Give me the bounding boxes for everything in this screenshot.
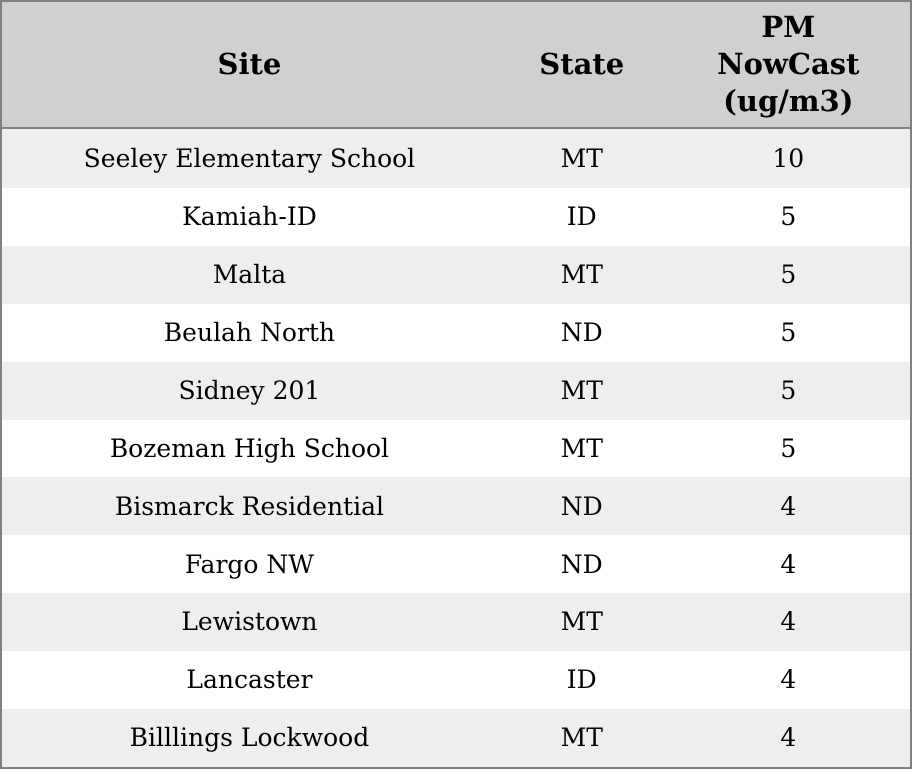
column-header-site-label: Site — [217, 46, 282, 81]
pm-nowcast-cell: 4 — [780, 549, 797, 579]
pm-nowcast-cell: 4 — [780, 665, 797, 695]
pm-nowcast-cell: 5 — [780, 317, 797, 347]
pm-nowcast-cell: 5 — [780, 202, 797, 232]
column-header-state-label: State — [539, 46, 625, 81]
pm-nowcast-table — [2, 2, 910, 767]
state-cell: ND — [560, 317, 603, 347]
site-cell: Sidney 201 — [178, 375, 321, 405]
site-cell: Seeley Elementary School — [83, 143, 416, 173]
table-row — [2, 420, 910, 478]
state-cell: MT — [560, 375, 603, 405]
pm-nowcast-cell: 5 — [780, 433, 797, 463]
table-header — [2, 2, 910, 128]
state-cell: MT — [560, 723, 603, 753]
table-row — [2, 651, 910, 709]
state-cell: ID — [566, 665, 597, 695]
state-cell: MT — [560, 143, 603, 173]
state-cell: MT — [560, 433, 603, 463]
table-row — [2, 128, 910, 188]
table-row — [2, 188, 910, 246]
column-header-pm-nowcast — [667, 2, 910, 128]
pm-nowcast-cell: 5 — [780, 375, 797, 405]
column-header-site — [2, 2, 497, 128]
site-cell: Kamiah-ID — [182, 202, 317, 232]
table-row — [2, 304, 910, 362]
state-cell: ID — [566, 202, 597, 232]
pm-nowcast-cell: 5 — [780, 260, 797, 290]
state-cell: MT — [560, 260, 603, 290]
table-row — [2, 477, 910, 535]
state-cell: ND — [560, 491, 603, 521]
site-cell: Bozeman High School — [109, 433, 390, 463]
table-row — [2, 246, 910, 304]
state-cell: MT — [560, 607, 603, 637]
site-cell: Beulah North — [163, 317, 336, 347]
column-header-state — [497, 2, 667, 128]
header-row — [2, 2, 910, 128]
pm-nowcast-cell: 4 — [780, 491, 797, 521]
table-row — [2, 593, 910, 651]
table-row — [2, 709, 910, 767]
site-cell: Malta — [212, 260, 287, 290]
pm-nowcast-cell: 10 — [772, 143, 805, 173]
table-body — [2, 128, 910, 767]
table-row — [2, 362, 910, 420]
pm-nowcast-cell: 4 — [780, 607, 797, 637]
site-cell: Fargo NW — [184, 549, 314, 579]
table-row — [2, 535, 910, 593]
site-cell: Billlings Lockwood — [129, 723, 370, 753]
state-cell: ND — [560, 549, 603, 579]
pm-nowcast-cell: 4 — [780, 723, 797, 753]
site-cell: Lewistown — [181, 607, 318, 637]
site-cell: Bismarck Residential — [114, 491, 384, 521]
column-header-pm-nowcast-label: PM NowCast (ug/m3) — [717, 9, 860, 119]
site-cell: Lancaster — [186, 665, 313, 695]
